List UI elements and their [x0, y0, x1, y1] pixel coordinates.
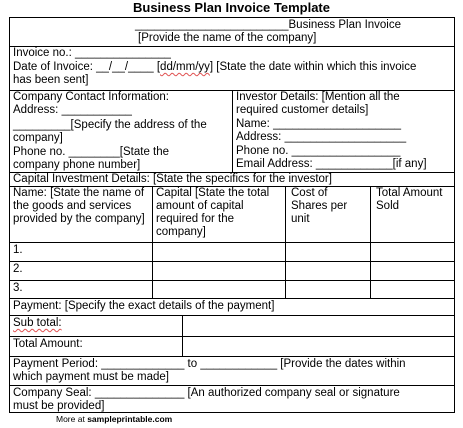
company-seal-note: must be provided]	[13, 400, 105, 412]
company-address-hint-2: company]	[13, 132, 63, 144]
divider	[10, 315, 454, 316]
invoice-form	[9, 17, 455, 413]
divider	[370, 186, 371, 298]
investor-phone: Phone no. _________________	[236, 145, 401, 157]
table-row-number: 2.	[13, 263, 23, 275]
investor-heading: Investor Details: [Mention all the	[236, 91, 400, 103]
column-header-total: Total Amount Sold	[376, 187, 443, 212]
company-seal: Company Seal: ______________ [An authorized company seal or signature	[13, 387, 400, 399]
page-title: Business Plan Invoice Template	[133, 0, 330, 15]
company-phone: Phone no. ________[State the	[13, 146, 170, 158]
capital-heading: Capital Investment Details: [State the specifics for the investor]	[13, 173, 332, 185]
divider	[10, 356, 454, 357]
divider	[10, 280, 454, 281]
divider	[10, 242, 454, 243]
divider	[10, 298, 454, 299]
invoice-date-note: has been sent]	[13, 74, 89, 86]
investor-email: Email Address: ____________[if any]	[236, 158, 427, 170]
total-label: Total Amount:	[13, 338, 83, 350]
invoice-date: Date of Invoice: __/__/____ [dd/mm/yy] [State the date within which this invoice	[13, 61, 417, 73]
subtotal-label: Sub total:	[13, 317, 62, 329]
divider	[10, 385, 454, 386]
payment-period: Payment Period: _____________ to ____________ [Provide the dates within	[13, 358, 406, 370]
table-row-number: 3.	[13, 282, 23, 294]
header-line-1: ________________________Business Plan Invoice	[135, 19, 402, 31]
divider	[232, 90, 233, 172]
company-address: Address: ___________	[13, 104, 132, 116]
divider	[152, 186, 153, 298]
divider	[285, 186, 286, 298]
company-phone-hint: company phone number]	[13, 159, 141, 171]
investor-address: Address: ___________________	[236, 131, 407, 143]
investor-name: Name: ____________________	[236, 118, 401, 130]
divider	[10, 261, 454, 262]
column-header-cost: Cost of Shares per unit	[291, 187, 348, 225]
payment-label: Payment: [Specify the exact details of the payment]	[13, 300, 275, 312]
company-address-hint: _________[Specify the address of the	[13, 119, 207, 131]
payment-period-note: which payment must be made]	[13, 371, 169, 383]
column-header-name: Name: [State the name of the goods and services provided by the company]	[13, 187, 145, 225]
investor-heading-2: required customer details]	[236, 104, 369, 116]
footer-credit: More at sampleprintable.com	[56, 414, 173, 424]
table-row-number: 1.	[13, 244, 23, 256]
divider	[10, 336, 454, 337]
company-heading: Company Contact Information:	[13, 91, 169, 103]
header-line-2: [Provide the name of the company]	[138, 32, 317, 44]
column-header-capital: Capital [State the total amount of capital required for the company]	[156, 187, 270, 238]
divider	[182, 315, 183, 356]
invoice-number: Invoice no.: _______________	[13, 47, 171, 59]
footer-site-link[interactable]: sampleprintable.com	[87, 414, 173, 424]
